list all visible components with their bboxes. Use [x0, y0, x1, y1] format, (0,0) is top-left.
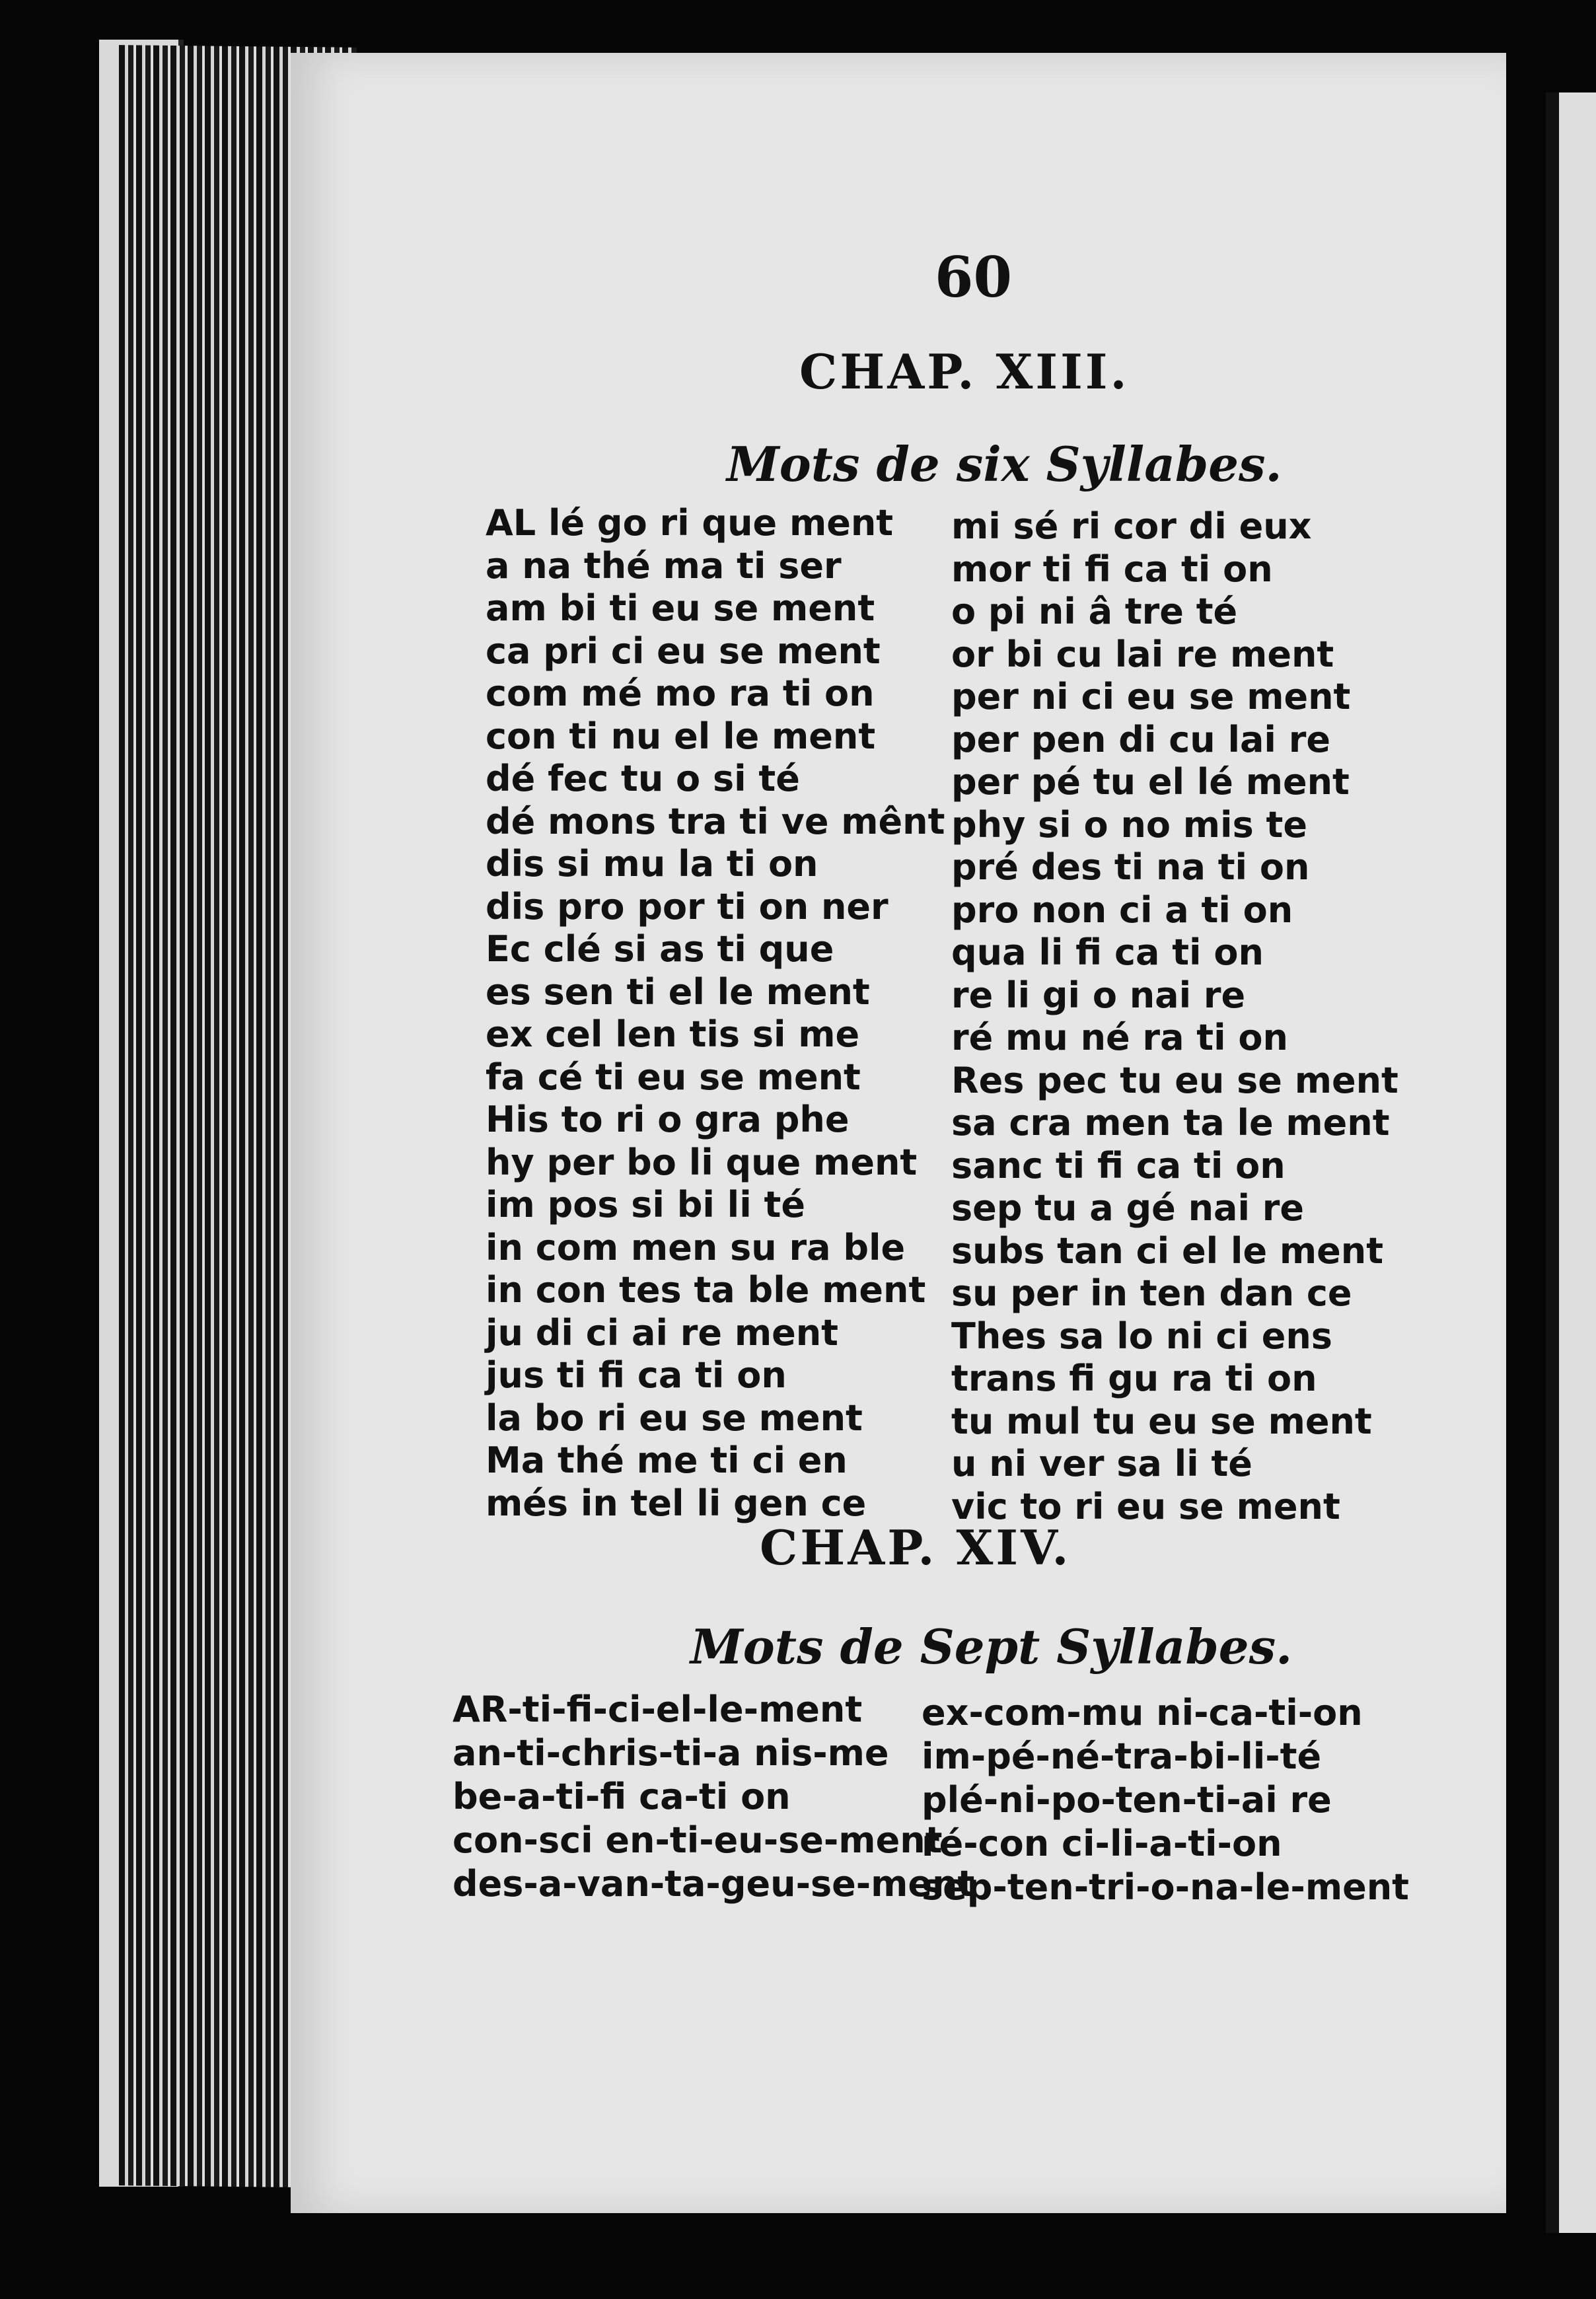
syllable-word: subs tan ci el le ment [951, 1229, 1384, 1272]
syllable-word: o pi ni â tre té [951, 591, 1238, 632]
syllable-word: per pé tu el lé ment [951, 761, 1350, 803]
syllable-word: Thes sa lo ni ci ens [951, 1315, 1332, 1357]
syllable-word: an-ti-chris-ti-a nis-me [453, 1732, 889, 1774]
syllable-word: tu mul tu eu se ment [951, 1400, 1372, 1442]
syllable-word: mor ti fi ca ti on [951, 548, 1273, 590]
chapter-14-subtitle: Mots de Sept Syllabes. [690, 1619, 1293, 1675]
syllable-word: fa cé ti eu se ment [486, 1056, 861, 1098]
chapter-14-heading: CHAP. XIV. [760, 1519, 1071, 1576]
syllable-word: in com men su ra ble [486, 1226, 906, 1268]
syllable-word: com mé mo ra ti on [486, 673, 875, 714]
syllable-word: es sen ti el le ment [486, 970, 870, 1013]
syllable-word: or bi cu lai re ment [951, 633, 1334, 675]
page-number: 60 [935, 244, 1012, 310]
syllable-word: u ni ver sa li té [951, 1443, 1252, 1484]
syllable-word: dé fec tu o si té [486, 758, 800, 799]
syllable-word: jus ti fi ca ti on [486, 1354, 787, 1396]
syllable-word: dis si mu la ti on [486, 843, 818, 885]
syllable-word: in con tes ta ble ment [486, 1269, 926, 1311]
syllable-word: per ni ci eu se ment [951, 676, 1351, 717]
syllable-word: més in tel li gen ce [486, 1482, 867, 1524]
syllable-word: re li gi o nai re [951, 974, 1246, 1016]
syllable-word: ré-con ci-li-a-ti-on [922, 1823, 1282, 1864]
syllable-word: la bo ri eu se ment [486, 1397, 863, 1439]
syllable-word: a na thé ma ti ser [486, 544, 842, 587]
chapter-13-right-column [951, 505, 1398, 1528]
syllable-word: mi sé ri cor di eux [951, 505, 1312, 547]
syllable-word: ex-com-mu ni-ca-ti-on [922, 1692, 1363, 1733]
syllable-word: con-sci en-ti-eu-se-ment [453, 1819, 943, 1861]
chapter-13-subtitle: Mots de six Syllabes. [727, 436, 1282, 492]
syllable-word: Res pec tu eu se ment [951, 1059, 1398, 1101]
syllable-word: AR-ti-fi-ci-el-le-ment [453, 1689, 863, 1730]
syllable-word: vic to ri eu se ment [951, 1485, 1340, 1527]
syllable-word: im pos si bi li té [486, 1184, 805, 1225]
syllable-word: sa cra men ta le ment [951, 1102, 1390, 1144]
syllable-word: sep tu a gé nai re [951, 1187, 1305, 1229]
syllable-word: Ma thé me ti ci en [486, 1440, 848, 1481]
syllable-word: per pen di cu lai re [951, 718, 1330, 760]
syllable-word: Ec clé si as ti que [486, 928, 834, 970]
syllable-word: hy per bo li que ment [486, 1141, 918, 1183]
syllable-word: pro non ci a ti on [951, 889, 1293, 931]
syllable-word: sep-ten-tri-o-na-le-ment [922, 1866, 1409, 1908]
syllable-word: pré des ti na ti on [951, 846, 1310, 888]
syllable-word: His to ri o gra phe [486, 1099, 850, 1140]
chapter-14-right-column [922, 1691, 1409, 1909]
syllable-word: dé mons tra ti ve mênt [486, 800, 945, 842]
syllable-word: be-a-ti-fi ca-ti on [453, 1776, 791, 1817]
syllable-word: trans fi gu ra ti on [951, 1358, 1317, 1399]
facing-page-edge [1546, 92, 1596, 2233]
syllable-word: ca pri ci eu se ment [486, 630, 881, 672]
chapter-13-heading: CHAP. XIII. [799, 344, 1130, 400]
syllable-word: phy si o no mis te [951, 803, 1307, 846]
chapter-14-left-column [453, 1688, 974, 1906]
syllable-word: am bi ti eu se ment [486, 587, 875, 629]
syllable-word: plé-ni-po-ten-ti-ai re [922, 1779, 1332, 1821]
syllable-word: qua li fi ca ti on [951, 931, 1264, 973]
syllable-word: dis pro por ti on ner [486, 885, 889, 928]
syllable-word: ré mu né ra ti on [951, 1017, 1288, 1058]
syllable-word: sanc ti fi ca ti on [951, 1144, 1286, 1186]
syllable-word: im-pé-né-tra-bi-li-té [922, 1735, 1322, 1777]
syllable-word: ju di ci ai re ment [486, 1311, 838, 1354]
syllable-word: des-a-van-ta-geu-se-ment [453, 1863, 975, 1905]
syllable-word: ex cel len tis si me [486, 1013, 860, 1055]
syllable-word: con ti nu el le ment [486, 715, 876, 757]
syllable-word: su per in ten dan ce [951, 1272, 1352, 1314]
chapter-13-left-column [486, 502, 945, 1525]
syllable-word: AL lé go ri que ment [486, 502, 894, 544]
